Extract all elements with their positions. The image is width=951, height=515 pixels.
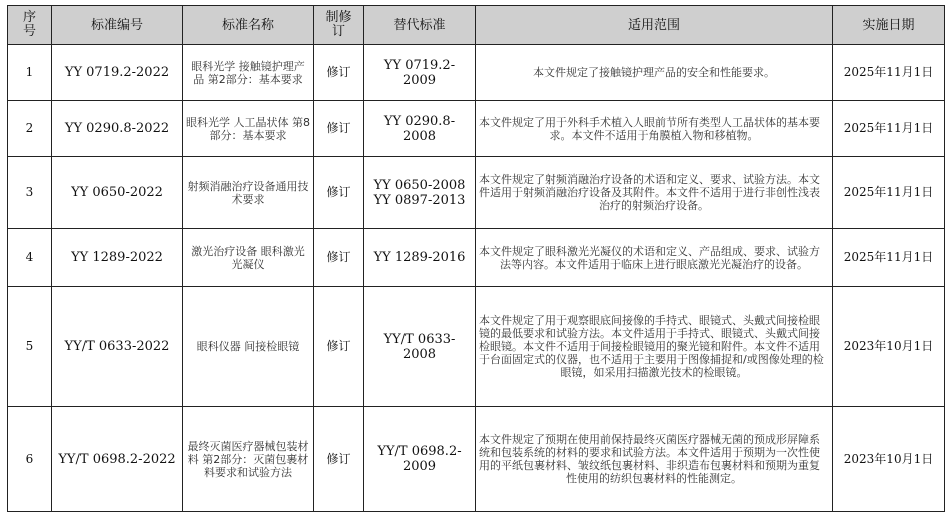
cell-seq: 3 (8, 157, 52, 229)
cell-scope: 本文件规定了射频消融治疗设备的术语和定义、要求、试验方法。本文件适用于射频消融治疗设备及其附件。本文件不适用于进行非创性浅表治疗的射频治疗设备。 (476, 157, 833, 229)
header-name: 标准名称 (183, 6, 314, 45)
cell-seq: 2 (8, 101, 52, 157)
replaces-line: YY 1289-2016 (373, 250, 466, 265)
cell-seq: 4 (8, 229, 52, 287)
cell-name: 眼科光学 人工晶状体 第8部分：基本要求 (183, 101, 314, 157)
header-revision: 制修订 (314, 6, 364, 45)
cell-replaces (364, 287, 476, 407)
header-scope: 适用范围 (476, 6, 833, 45)
cell-replaces (364, 45, 476, 101)
table-row (8, 101, 945, 157)
cell-revision: 修订 (314, 101, 364, 157)
cell-scope: 本文件规定了预期在使用前保持最终灭菌医疗器械无菌的预成形屏障系统和包装系统的材料的要求和试验方法。本文件适用于预期为一次性使用的平纸包裹材料、皱纹纸包裹材料、非织造布包裹材料和预期为重复性使用的纺织包裹材料的性能测定。 (476, 407, 833, 512)
replaces-line: YY 0290.8-2008 (383, 113, 456, 144)
cell-revision: 修订 (314, 157, 364, 229)
table-row (8, 45, 945, 101)
header-replaces: 替代标准 (364, 6, 476, 45)
cell-replaces (364, 101, 476, 157)
header-row (8, 6, 945, 45)
table-row (8, 157, 945, 229)
cell-revision: 修订 (314, 407, 364, 512)
header-code: 标准编号 (52, 6, 183, 45)
table-row (8, 407, 945, 512)
cell-date: 2025年11月1日 (833, 45, 945, 101)
cell-name: 射频消融治疗设备通用技术要求 (183, 157, 314, 229)
replaces-line: 2009 (402, 459, 437, 474)
standards-table (7, 5, 945, 512)
standards-table-wrapper (7, 5, 944, 512)
cell-name: 眼科光学 接触镜护理产品 第2部分：基本要求 (183, 45, 314, 101)
cell-name: 激光治疗设备 眼科激光光凝仪 (183, 229, 314, 287)
cell-seq: 6 (8, 407, 52, 512)
replaces-line: YY 0650-2008 (373, 177, 466, 193)
cell-scope: 本文件规定了用于外科手术植入人眼前节所有类型人工晶状体的基本要求。本文件不适用于角膜植入物和移植物。 (476, 101, 833, 157)
cell-replaces (364, 407, 476, 512)
cell-seq: 5 (8, 287, 52, 407)
cell-scope: 本文件规定了眼科激光光凝仪的术语和定义、产品组成、要求、试验方法等内容。本文件适用于临床上进行眼底激光光凝治疗的设备。 (476, 229, 833, 287)
cell-replaces (364, 157, 476, 229)
cell-replaces (364, 229, 476, 287)
cell-date: 2023年10月1日 (833, 407, 945, 512)
cell-revision: 修订 (314, 229, 364, 287)
cell-code: YY 1289-2022 (52, 229, 183, 287)
cell-code: YY 0719.2-2022 (52, 45, 183, 101)
replaces-line: YY/T 0698.2- (377, 444, 462, 459)
cell-code: YY 0290.8-2022 (52, 101, 183, 157)
cell-date: 2025年11月1日 (833, 229, 945, 287)
cell-seq: 1 (8, 45, 52, 101)
cell-date: 2025年11月1日 (833, 157, 945, 229)
cell-name: 眼科仪器 间接检眼镜 (183, 287, 314, 407)
header-date: 实施日期 (833, 6, 945, 45)
table-row (8, 229, 945, 287)
cell-date: 2025年11月1日 (833, 101, 945, 157)
cell-code: YY 0650-2022 (52, 157, 183, 229)
cell-code: YY/T 0698.2-2022 (52, 407, 183, 512)
cell-scope: 本文件规定了接触镜护理产品的安全和性能要求。 (476, 45, 833, 101)
cell-date: 2023年10月1日 (833, 287, 945, 407)
cell-code: YY/T 0633-2022 (52, 287, 183, 407)
header-seq: 序号 (8, 6, 52, 45)
replaces-line: YY/T 0633-2008 (383, 331, 456, 362)
cell-revision: 修订 (314, 287, 364, 407)
cell-revision: 修订 (314, 45, 364, 101)
table-row (8, 287, 945, 407)
cell-scope: 本文件规定了用于观察眼底间接像的手持式、眼镜式、头戴式间接检眼镜的最低要求和试验方法。本文件适用于手持式、眼镜式、头戴式间接检眼镜。本文件不适用于间接检眼镜用的聚光镜和附件。本文件不适用于台面固定式的仪器，也不适用于主要用于图像捕捉和/或图像处理的检眼镜，如采用扫描激光技术的检眼镜。 (476, 287, 833, 407)
replaces-line: YY 0897-2013 (373, 192, 466, 208)
replaces-line: YY 0719.2-2009 (383, 57, 456, 88)
cell-name: 最终灭菌医疗器械包装材料 第2部分：灭菌包裹材料要求和试验方法 (183, 407, 314, 512)
